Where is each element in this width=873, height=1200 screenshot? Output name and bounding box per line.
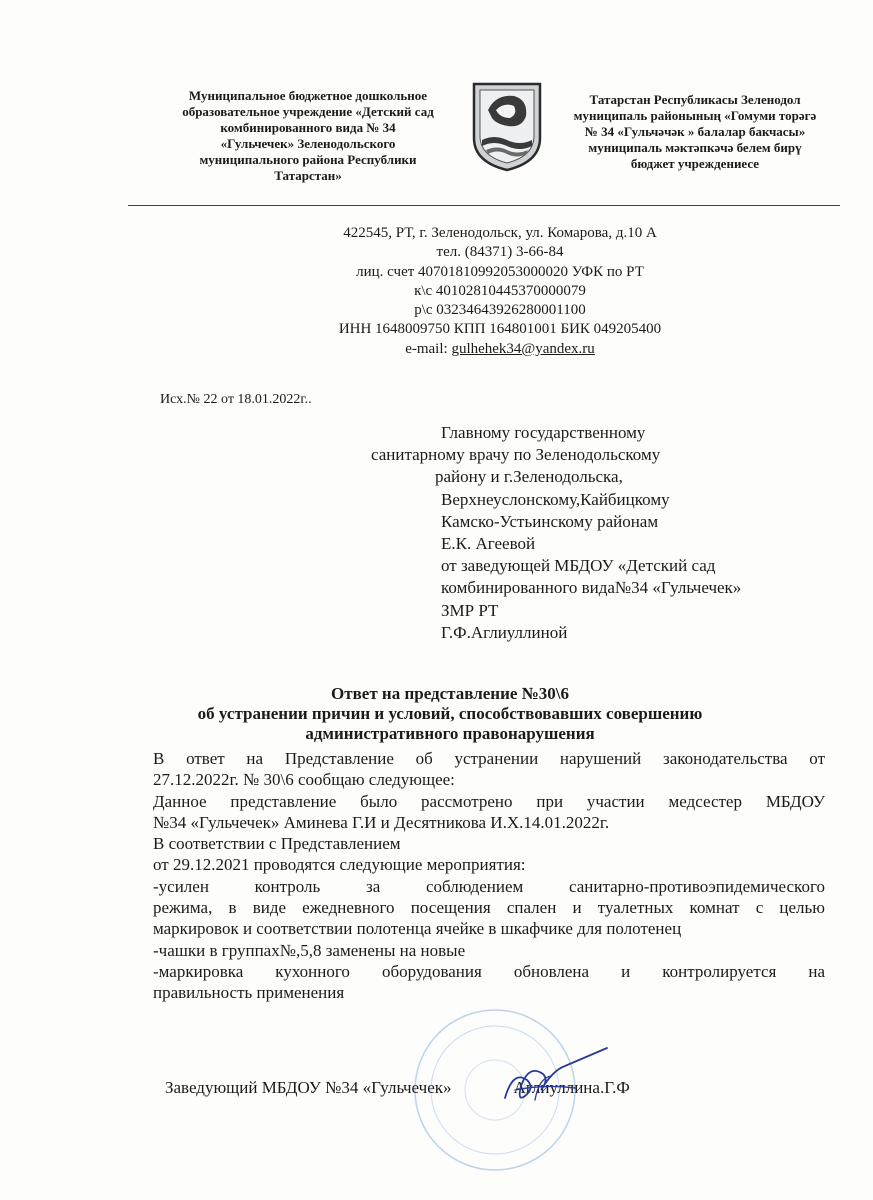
body-line: от 29.12.2021 проводятся следующие мероприятия: (153, 855, 526, 875)
addressee-line: Е.К. Агеевой (441, 534, 536, 553)
header-left-line: муниципального района Республики (199, 152, 417, 167)
title-line: Ответ на представление №30\6 (331, 684, 569, 703)
body-line: -чашки в группах№,5,8 заменены на новые (153, 940, 466, 960)
body-line: правильность применения (153, 983, 345, 1003)
addressee-line: Камско-Устьинскому районам (441, 512, 659, 531)
letter-body (153, 748, 825, 1004)
handwritten-signature-icon (495, 1040, 615, 1110)
document-title (150, 684, 750, 744)
phone-line: тел. (84371) 3-66-84 (436, 244, 564, 261)
ks-line: к\с 40102810445370000079 (414, 282, 586, 299)
header-russian-org-name (162, 88, 454, 184)
outgoing-reference: Исх.№ 22 от 18.01.2022г.. (160, 392, 312, 407)
inn-line: ИНН 1648009750 КПП 164801001 БИК 049205400 (338, 321, 662, 338)
addressee-line: комбинированного вида№34 «Гульчечек» (441, 578, 742, 597)
account-line: лиц. счет 40701810992053000020 УФК по РТ (356, 263, 644, 280)
header-right-line: бюджет учреждениесе (630, 156, 760, 171)
body-line: -маркировка кухонного оборудования обновлена и контролируется на (153, 961, 825, 981)
addressee-line: району и г.Зеленодольска, (435, 467, 623, 486)
signatory-position: Заведующий МБДОУ №34 «Гульчечек» (165, 1078, 452, 1097)
addressee-line: ЗМР РТ (441, 601, 499, 620)
coat-of-arms-icon (470, 80, 544, 172)
address-line: 422545, РТ, г. Зеленодольск, ул. Комарова, д.10 А (343, 225, 657, 241)
body-line: 27.12.2022г. № 30\6 сообщаю следующее: (153, 770, 455, 790)
header-tatar-org-name (550, 92, 840, 172)
addressee-line: Главному государственному (441, 423, 646, 442)
header-left-line: образовательное учреждение «Детский сад (182, 104, 434, 119)
email-label: e-mail: (405, 340, 452, 357)
rs-line: р\с 03234643926280001100 (414, 302, 586, 319)
addressee-line: Г.Ф.Аглиуллиной (441, 623, 568, 642)
body-line: Данное представление было рассмотрено при участии медсестер МБДОУ (153, 791, 825, 811)
header-left-line: комбинированного вида № 34 (220, 120, 396, 135)
signatory-name: Аглиуллина.Г.Ф (513, 1078, 630, 1097)
title-line: административного правонарушения (305, 724, 595, 743)
header-left-line: «Гульчечек» Зеленодольского (220, 136, 396, 151)
body-line: В соответствии с Представлением (153, 834, 401, 854)
email-link[interactable]: gulhehek34@yandex.ru (451, 340, 595, 357)
email-line (290, 340, 710, 359)
header-right-line: № 34 «Гульчәчәк » балалар бакчасы» (584, 124, 806, 139)
body-line: №34 «Гульчечек» Аминева Г.И и Десятникова И.Х.14.01.2022г. (153, 812, 610, 832)
header-left-line: Татарстан» (274, 168, 342, 183)
addressee-line: санитарному врачу по Зеленодольскому (371, 445, 661, 464)
title-line: об устранении причин и условий, способствовавших совершению (197, 704, 703, 723)
header-divider (128, 205, 840, 206)
contact-block (290, 224, 710, 359)
header-right-line: муниципаль мәктәпкәчә белем бирү (588, 140, 802, 155)
header-right-line: Татарстан Республикасы Зеленодол (589, 92, 801, 107)
body-line: маркировок и соответствии полотенца ячейке в шкафчике для полотенец (153, 919, 682, 939)
header-left-line: Муниципальное бюджетное дошкольное (188, 88, 428, 103)
body-line: режима, в виде ежедневного посещения спален и туалетных комнат с целью (153, 898, 825, 918)
addressee-line: от заведующей МБДОУ «Детский сад (441, 556, 716, 575)
addressee-line: Верхнеуслонскому,Кайбицкому (441, 490, 670, 509)
body-line: -усилен контроль за соблюдением санитарно-противоэпидемического (153, 876, 825, 896)
header-right-line: муниципаль районының «Гомуми торəгə (573, 108, 817, 123)
body-line: В ответ на Представление об устранении нарушений законодательства от (153, 749, 825, 768)
